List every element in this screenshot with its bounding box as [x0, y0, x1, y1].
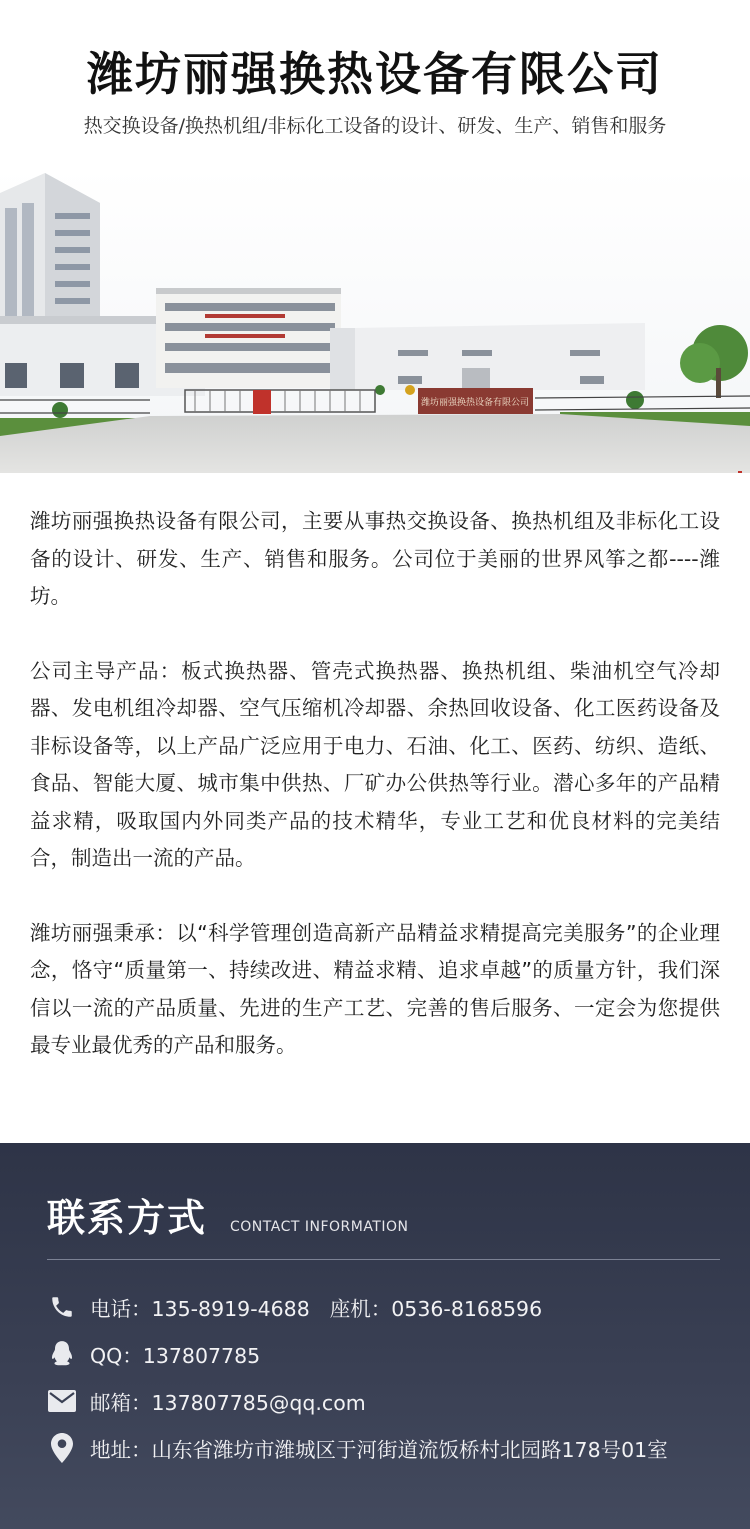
contact-address-row	[47, 1431, 747, 1465]
contact-heading-en: CONTACT INFORMATION	[230, 1219, 409, 1235]
phone-label: 电话：	[90, 1297, 152, 1321]
address-value: 山东省潍坊市潍城区于河街道流饭桥村北园路178号01室	[151, 1438, 668, 1462]
intro-paragraph: 潍坊丽强换热设备有限公司，主要从事热交换设备、换热机组及非标化工设备的设计、研发、生产、销售和服务。公司位于美丽的世界风筝之都----潍坊。	[30, 509, 720, 608]
contact-divider	[47, 1259, 720, 1260]
contact-qq-row	[47, 1337, 747, 1371]
factory-photo	[0, 168, 750, 473]
company-title: 潍坊丽强换热设备有限公司	[87, 47, 663, 101]
landline-value[interactable]: 0536-8168596	[391, 1297, 543, 1321]
qq-label: QQ：	[90, 1344, 143, 1368]
address-label: 地址：	[90, 1438, 152, 1462]
phone-icon	[47, 1292, 77, 1322]
header	[0, 0, 750, 170]
company-intro	[30, 503, 720, 1102]
contact-heading: 联系方式	[47, 1196, 208, 1240]
location-pin-icon	[47, 1433, 77, 1463]
phone-value[interactable]: 135-8919-4688	[151, 1297, 310, 1321]
landline-label: 座机：	[329, 1297, 392, 1321]
company-sign-text: 潍坊丽强换热设备有限公司	[420, 398, 530, 408]
email-value[interactable]: 137807785@qq.com	[151, 1391, 366, 1415]
intro-paragraph: 公司主导产品：板式换热器、管壳式换热器、换热机组、柴油机空气冷却器、发电机组冷却器、空气压缩机冷却器、余热回收设备、化工医药设备及非标设备等，以上产品广泛应用于电力、石油、化工、医药、纺织、造纸、食品、智能大厦、城市集中供热、厂矿办公供热等行业。潜心多年的产品精益求精，吸取国内外同类产品的技术精华，专业工艺和优良材料的完美结合，制造出一流的产品。	[30, 658, 720, 870]
intro-paragraph: 潍坊丽强秉承：以“科学管理创造高新产品精益求精提高完美服务”的企业理念，恪守“质量第一、持续改进、精益求精、追求卓越”的质量方针，我们深信以一流的产品质量、先进的生产工艺、完善的售后服务、一定会为您提供最专业最优秀的产品和服务。	[30, 920, 720, 1057]
company-subtitle: 热交换设备/换热机组/非标化工设备的设计、研发、生产、销售和服务	[83, 115, 667, 137]
contact-section	[0, 1143, 750, 1529]
contact-email-row	[47, 1384, 747, 1418]
email-label: 邮箱：	[90, 1391, 152, 1415]
contact-phone-row	[47, 1290, 747, 1324]
mail-icon	[47, 1386, 77, 1416]
qq-value[interactable]: 137807785	[142, 1344, 261, 1368]
qq-penguin-icon	[47, 1339, 77, 1369]
